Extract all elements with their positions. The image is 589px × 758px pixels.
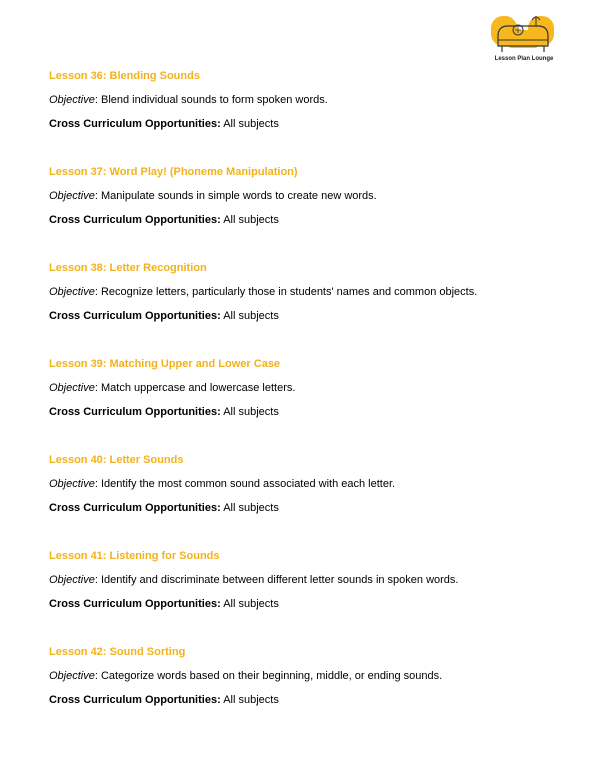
cross-curriculum-label: Cross Curriculum Opportunities: xyxy=(49,214,221,226)
lesson-objective: Objective: Identify the most common sound associated with each letter. xyxy=(49,478,396,490)
cross-curriculum-value: All subjects xyxy=(223,406,279,418)
objective-text: Match uppercase and lowercase letters. xyxy=(100,382,296,394)
objective-text: Manipulate sounds in simple words to create new words. xyxy=(100,190,377,202)
lesson-objective: Objective: Blend individual sounds to form spoken words. xyxy=(49,94,328,106)
cross-curriculum-value: All subjects xyxy=(223,598,279,610)
objective-text: Identify and discriminate between different letter sounds in spoken words. xyxy=(100,574,459,586)
cross-curriculum xyxy=(49,405,569,419)
lesson-title: Lesson 36: Blending Sounds xyxy=(49,70,200,82)
lesson-item xyxy=(49,165,569,261)
objective-label: Objective xyxy=(49,670,95,682)
cross-curriculum-value: All subjects xyxy=(223,214,279,226)
cross-curriculum-label: Cross Curriculum Opportunities: xyxy=(49,694,221,706)
lesson-item xyxy=(49,453,569,549)
sofa-plant-icon xyxy=(488,12,560,56)
cross-curriculum xyxy=(49,501,569,515)
lesson-title: Lesson 37: Word Play! (Phoneme Manipulation) xyxy=(49,166,298,178)
lesson-objective: Objective: Match uppercase and lowercase letters. xyxy=(49,382,296,394)
lesson-list xyxy=(49,69,569,741)
objective-text: Categorize words based on their beginning, middle, or ending sounds. xyxy=(100,670,443,682)
lesson-item xyxy=(49,69,569,165)
cross-curriculum xyxy=(49,213,569,227)
lesson-item xyxy=(49,357,569,453)
lesson-objective: Objective: Recognize letters, particularly those in students' names and common objects. xyxy=(49,286,478,298)
objective-label: Objective xyxy=(49,94,95,106)
cross-curriculum-value: All subjects xyxy=(223,694,279,706)
cross-curriculum-value: All subjects xyxy=(223,310,279,322)
logo-text: Lesson Plan Lounge xyxy=(494,56,554,62)
lesson-title: Lesson 38: Letter Recognition xyxy=(49,262,207,274)
lesson-objective: Objective: Manipulate sounds in simple words to create new words. xyxy=(49,190,377,202)
objective-label: Objective xyxy=(49,382,95,394)
lesson-item xyxy=(49,261,569,357)
cross-curriculum xyxy=(49,309,569,323)
cross-curriculum-label: Cross Curriculum Opportunities: xyxy=(49,310,221,322)
objective-label: Objective xyxy=(49,190,95,202)
objective-text: Recognize letters, particularly those in students' names and common objects. xyxy=(100,286,478,298)
cross-curriculum-label: Cross Curriculum Opportunities: xyxy=(49,598,221,610)
cross-curriculum xyxy=(49,693,569,707)
objective-text: Identify the most common sound associated with each letter. xyxy=(100,478,396,490)
cross-curriculum-label: Cross Curriculum Opportunities: xyxy=(49,502,221,514)
cross-curriculum-value: All subjects xyxy=(223,502,279,514)
lesson-objective: Objective: Categorize words based on their beginning, middle, or ending sounds. xyxy=(49,670,443,682)
cross-curriculum-label: Cross Curriculum Opportunities: xyxy=(49,118,221,130)
lesson-title: Lesson 42: Sound Sorting xyxy=(49,646,186,658)
lesson-title: Lesson 40: Letter Sounds xyxy=(49,454,184,466)
lesson-item xyxy=(49,549,569,645)
objective-label: Objective xyxy=(49,478,95,490)
cross-curriculum-value: All subjects xyxy=(223,118,279,130)
lesson-title: Lesson 39: Matching Upper and Lower Case xyxy=(49,358,281,370)
lesson-plan-lounge-logo xyxy=(488,12,560,68)
objective-label: Objective xyxy=(49,286,95,298)
cross-curriculum xyxy=(49,117,569,131)
cross-curriculum-label: Cross Curriculum Opportunities: xyxy=(49,406,221,418)
cross-curriculum xyxy=(49,597,569,611)
objective-label: Objective xyxy=(49,574,95,586)
lesson-objective: Objective: Identify and discriminate between different letter sounds in spoken words. xyxy=(49,574,459,586)
objective-text: Blend individual sounds to form spoken words. xyxy=(100,94,328,106)
lesson-title: Lesson 41: Listening for Sounds xyxy=(49,550,220,562)
lesson-item xyxy=(49,645,569,741)
